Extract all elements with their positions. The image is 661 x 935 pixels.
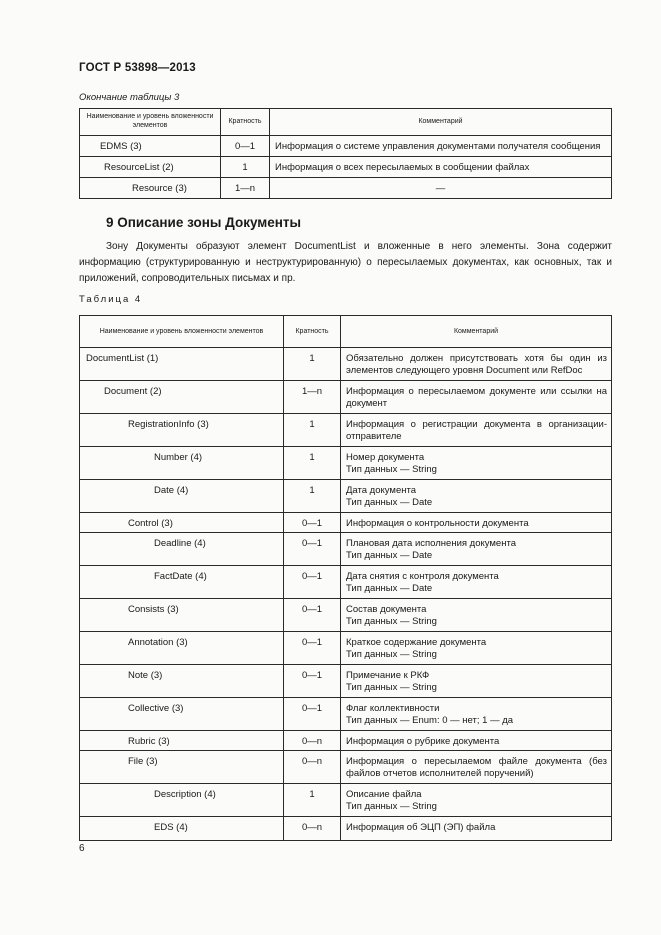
element-name: Deadline (4) — [80, 533, 284, 566]
comment — [341, 599, 612, 632]
multiplicity: 1—n — [284, 381, 341, 414]
table-row — [80, 632, 612, 665]
multiplicity: 0—n — [284, 731, 341, 751]
comment — [341, 480, 612, 513]
element-name: Resource (3) — [80, 178, 221, 199]
comment — [341, 632, 612, 665]
comment-line: Тип данных — Date — [346, 582, 433, 594]
table-row — [80, 784, 612, 817]
table-row — [80, 414, 612, 447]
element-name: Rubric (3) — [80, 731, 284, 751]
element-name: Date (4) — [80, 480, 284, 513]
table4-header-row — [80, 316, 612, 348]
section-heading: 9 Описание зоны Документы — [106, 215, 302, 230]
element-name: Note (3) — [80, 665, 284, 698]
multiplicity: 0—1 — [284, 698, 341, 731]
multiplicity: 0—1 — [284, 632, 341, 665]
multiplicity: 1 — [284, 784, 341, 817]
comment-line: Информация о пересылаемом файле документа (без файлов отчетов исполнителей поручений) — [346, 756, 607, 779]
comment-line: Тип данных — String — [346, 615, 437, 627]
table-row — [80, 157, 612, 178]
multiplicity: 0—1 — [284, 533, 341, 566]
multiplicity: 0—1 — [284, 665, 341, 698]
table3-header-comment: Комментарий — [270, 109, 612, 136]
table-row — [80, 447, 612, 480]
multiplicity: 1—n — [221, 178, 270, 199]
element-name: Annotation (3) — [80, 632, 284, 665]
comment: — — [270, 178, 612, 199]
section-paragraph: Зону Документы образуют элемент DocumentList и вложенные в него элементы. Зона содержит информацию (структурированную и неструктурированную) о пересылаемых документах, как основных, так и приложений, сопроводительных письмах и пр. — [79, 241, 612, 284]
comment-line: Состав документа — [346, 604, 427, 615]
table4-header-multiplicity: Кратность — [284, 316, 341, 348]
comment-line: Дата документа — [346, 485, 416, 496]
multiplicity: 1 — [284, 414, 341, 447]
table-row — [80, 136, 612, 157]
comment — [341, 566, 612, 599]
comment: Информация о системе управления документами получателя сообщения — [270, 136, 612, 157]
comment — [341, 513, 612, 533]
comment-line: Тип данных — Enum: 0 — нет; 1 — да — [346, 714, 514, 726]
table3-header-multiplicity: Кратность — [221, 109, 270, 136]
element-name: Consists (3) — [80, 599, 284, 632]
multiplicity: 0—n — [284, 817, 341, 841]
table3-caption: Окончание таблицы 3 — [79, 92, 180, 103]
multiplicity: 1 — [284, 348, 341, 381]
comment-line: Информация о рубрике документа — [346, 736, 500, 747]
comment-line: Краткое содержание документа — [346, 637, 487, 648]
multiplicity: 0—1 — [284, 513, 341, 533]
comment-line: Обязательно должен присутствовать хотя бы один из элементов следующего уровня Document или RefDoc — [346, 353, 607, 376]
element-name: RegistrationInfo (3) — [80, 414, 284, 447]
element-name: ResourceList (2) — [80, 157, 221, 178]
element-name: DocumentList (1) — [80, 348, 284, 381]
table4-caption: Таблица 4 — [79, 294, 143, 305]
table-row — [80, 731, 612, 751]
element-name: EDS (4) — [80, 817, 284, 841]
element-name: FactDate (4) — [80, 566, 284, 599]
multiplicity: 0—1 — [284, 599, 341, 632]
table-row — [80, 480, 612, 513]
table3-header-row — [80, 109, 612, 136]
comment-line: Тип данных — Date — [346, 496, 433, 508]
comment-line: Тип данных — String — [346, 648, 437, 660]
comment — [341, 751, 612, 784]
comment-line: Информация об ЭЦП (ЭП) файла — [346, 822, 496, 833]
table-row — [80, 599, 612, 632]
comment-line: Тип данных — String — [346, 463, 437, 475]
element-name: Control (3) — [80, 513, 284, 533]
comment-line: Примечание к РКФ — [346, 670, 430, 681]
comment — [341, 348, 612, 381]
comment-line: Флаг коллективности — [346, 703, 440, 714]
table-row — [80, 178, 612, 199]
comment-line: Тип данных — String — [346, 800, 437, 812]
element-name: EDMS (3) — [80, 136, 221, 157]
comment — [341, 698, 612, 731]
comment — [341, 381, 612, 414]
comment-line: Тип данных — Date — [346, 549, 433, 561]
table-row — [80, 533, 612, 566]
multiplicity: 1 — [284, 480, 341, 513]
element-name: Number (4) — [80, 447, 284, 480]
comment — [341, 414, 612, 447]
multiplicity: 1 — [284, 447, 341, 480]
multiplicity: 0—n — [284, 751, 341, 784]
element-name: Collective (3) — [80, 698, 284, 731]
table-row — [80, 566, 612, 599]
table3 — [79, 108, 612, 199]
table4-header-name: Наименование и уровень вложенности элементов — [80, 316, 284, 348]
comment-line: Дата снятия с контроля документа — [346, 571, 499, 582]
comment-line: Информация о контрольности документа — [346, 518, 529, 529]
comment — [341, 533, 612, 566]
document-code: ГОСТ Р 53898—2013 — [79, 62, 196, 74]
table-row — [80, 513, 612, 533]
comment-line: Тип данных — String — [346, 681, 437, 693]
table3-header-name: Наименование и уровень вложенности элементов — [80, 109, 221, 136]
comment-line: Номер документа — [346, 452, 425, 463]
element-name: Description (4) — [80, 784, 284, 817]
page-number: 6 — [79, 843, 85, 854]
multiplicity: 0—1 — [221, 136, 270, 157]
table-row — [80, 665, 612, 698]
comment — [341, 817, 612, 841]
comment — [341, 784, 612, 817]
table-row — [80, 348, 612, 381]
multiplicity: 0—1 — [284, 566, 341, 599]
table-row — [80, 381, 612, 414]
comment — [341, 447, 612, 480]
table4 — [79, 315, 612, 841]
comment — [341, 731, 612, 751]
comment-line: Плановая дата исполнения документа — [346, 538, 516, 549]
comment-line: Информация о регистрации документа в организации-отправителе — [346, 419, 607, 442]
table-row — [80, 698, 612, 731]
comment-line: Описание файла — [346, 789, 422, 800]
multiplicity: 1 — [221, 157, 270, 178]
table-row — [80, 751, 612, 784]
comment: Информация о всех пересылаемых в сообщении файлах — [270, 157, 612, 178]
comment-line: Информация о пересылаемом документе или ссылки на документ — [346, 386, 607, 409]
table-row — [80, 817, 612, 841]
table4-header-comment: Комментарий — [341, 316, 612, 348]
comment — [341, 665, 612, 698]
element-name: Document (2) — [80, 381, 284, 414]
element-name: File (3) — [80, 751, 284, 784]
